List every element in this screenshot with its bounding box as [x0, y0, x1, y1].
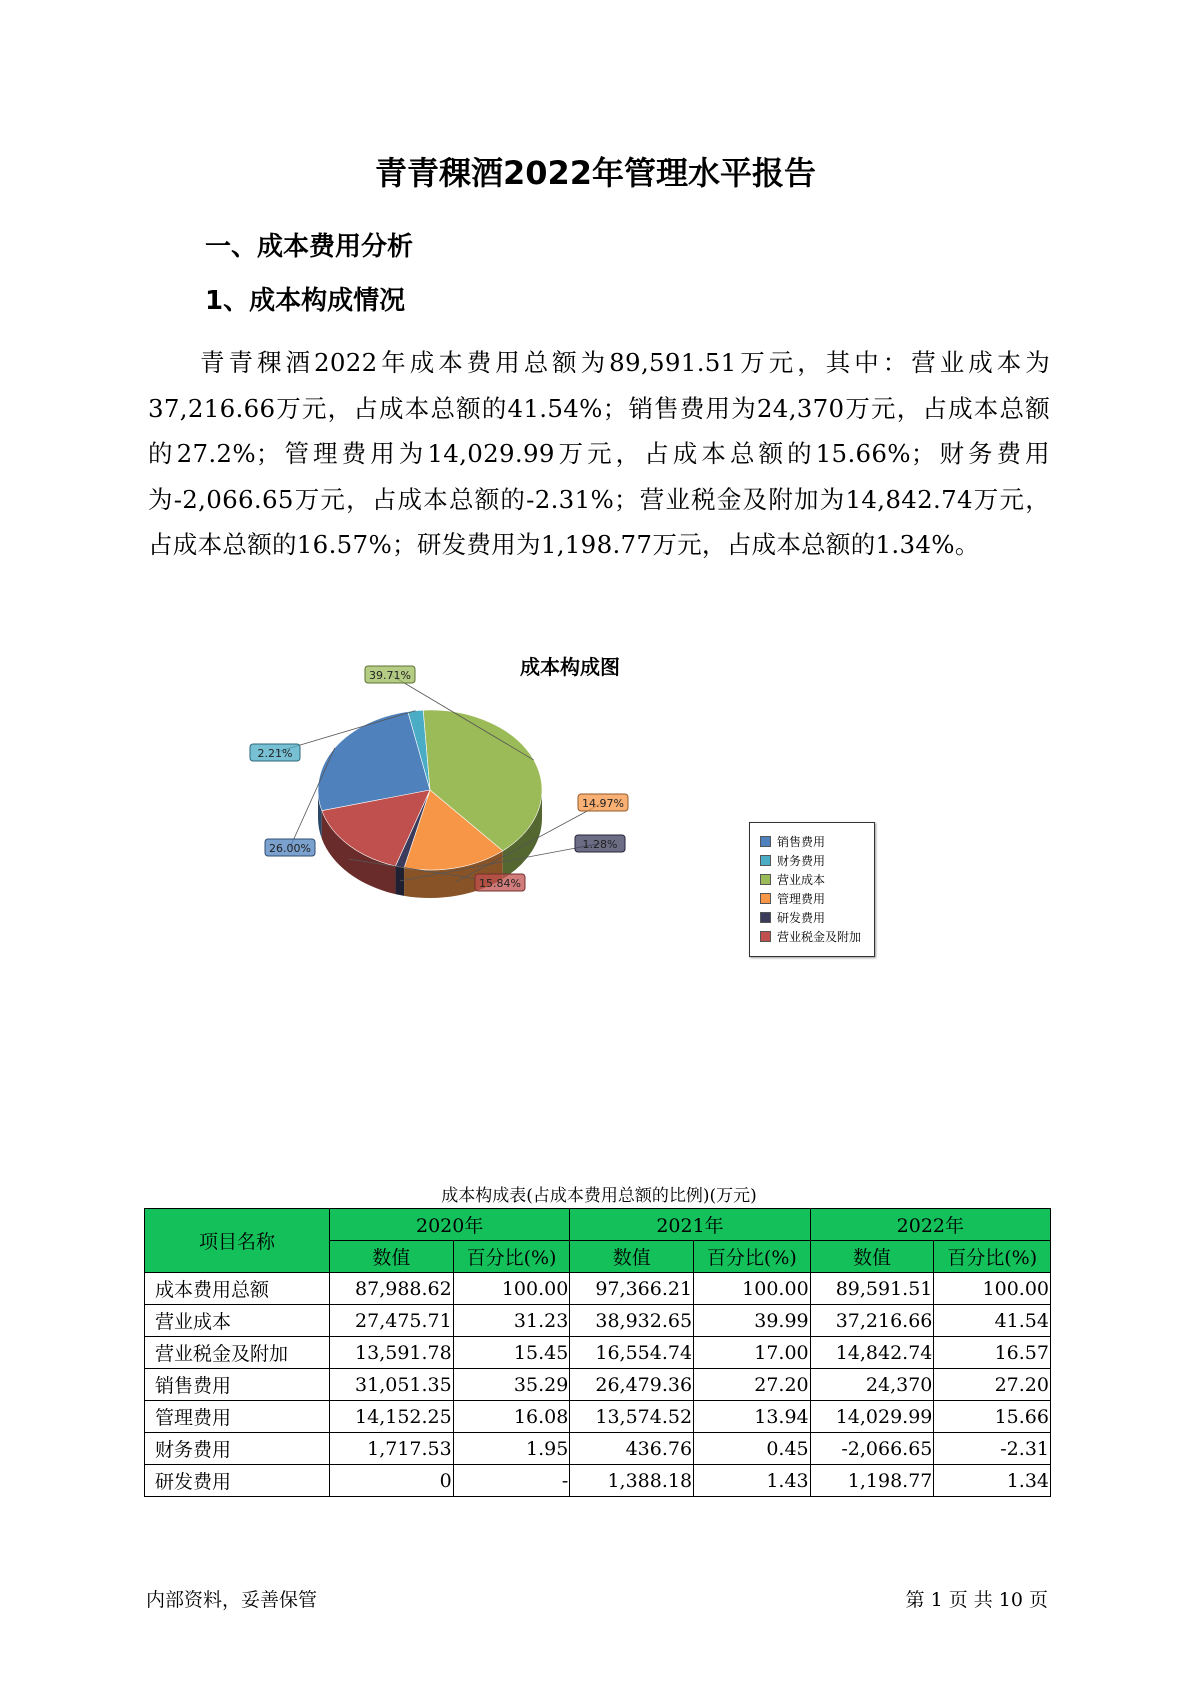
- data-label: 15.84%: [479, 877, 521, 890]
- legend-swatch: [760, 893, 771, 904]
- cell-value: -2,066.65: [810, 1433, 934, 1465]
- cell-value: 26,479.36: [570, 1369, 694, 1401]
- table-caption: 成本构成表(占成本费用总额的比例)(万元): [441, 1186, 757, 1206]
- legend-label: 营业成本: [777, 873, 826, 887]
- cell-percent: 100.00: [694, 1273, 811, 1305]
- row-label: 管理费用: [145, 1401, 330, 1433]
- cell-percent: 31.23: [453, 1305, 570, 1337]
- row-label: 财务费用: [145, 1433, 330, 1465]
- legend-swatch: [760, 931, 771, 942]
- cost-table: [144, 1208, 1051, 1497]
- header-percent: 百分比(%): [694, 1241, 811, 1273]
- page-title: 青青稞酒2022年管理水平报告: [374, 154, 817, 192]
- data-label: 39.71%: [369, 669, 411, 682]
- header-year-2021: 2021年: [570, 1209, 810, 1241]
- cell-value: 13,591.78: [330, 1337, 454, 1369]
- legend-label: 销售费用: [777, 835, 826, 849]
- data-label: 1.28%: [582, 838, 618, 851]
- cell-value: 0: [330, 1465, 454, 1497]
- cell-value: 1,388.18: [570, 1465, 694, 1497]
- legend-item: [750, 908, 874, 927]
- cell-value: 14,842.74: [810, 1337, 934, 1369]
- cell-percent: 1.43: [694, 1465, 811, 1497]
- cell-value: 97,366.21: [570, 1273, 694, 1305]
- cell-value: 436.76: [570, 1433, 694, 1465]
- row-label: 销售费用: [145, 1369, 330, 1401]
- cell-percent: 17.00: [694, 1337, 811, 1369]
- table-row: [145, 1337, 1051, 1369]
- cell-percent: 41.54: [934, 1305, 1051, 1337]
- row-label: 营业税金及附加: [145, 1337, 330, 1369]
- header-year-2022: 2022年: [810, 1209, 1050, 1241]
- header-year-2020: 2020年: [330, 1209, 570, 1241]
- table-row: [145, 1433, 1051, 1465]
- summary-paragraph: 青青稞酒2022年成本费用总额为89,591.51万元，其中：营业成本为37,216.66万元，占成本总额的41.54%；销售费用为24,370万元，占成本总额的27.2%；管理费用为14,029.99万元，占成本总额的15.66%；财务费用为-2,066.65万元，占成本总额的-2.31%；营业税金及附加为14,842.74万元，占成本总额的16.57%；研发费用为1,198.77万元，占成本总额的1.34%。: [148, 348, 1050, 559]
- row-label: 营业成本: [145, 1305, 330, 1337]
- cell-percent: 16.08: [453, 1401, 570, 1433]
- cost-pie-chart: [220, 669, 640, 970]
- legend-label: 研发费用: [777, 911, 826, 925]
- header-value: 数值: [810, 1241, 934, 1273]
- cell-percent: 15.66: [934, 1401, 1051, 1433]
- table-row: [145, 1369, 1051, 1401]
- table-row: [145, 1401, 1051, 1433]
- cell-value: 38,932.65: [570, 1305, 694, 1337]
- cell-percent: 35.29: [453, 1369, 570, 1401]
- cell-percent: 16.57: [934, 1337, 1051, 1369]
- row-label: 研发费用: [145, 1465, 330, 1497]
- table-row: [145, 1305, 1051, 1337]
- header-percent: 百分比(%): [934, 1241, 1051, 1273]
- cell-value: 27,475.71: [330, 1305, 454, 1337]
- row-label: 成本费用总额: [145, 1273, 330, 1305]
- cell-value: 31,051.35: [330, 1369, 454, 1401]
- header-value: 数值: [330, 1241, 454, 1273]
- data-label: 14.97%: [582, 797, 624, 810]
- footer-page-number: 第 1 页 共 10 页: [905, 1589, 1048, 1611]
- cell-percent: 100.00: [934, 1273, 1051, 1305]
- section-heading: 一、成本费用分析: [205, 232, 414, 262]
- chart-legend: [749, 822, 875, 957]
- table-row: [145, 1273, 1051, 1305]
- cell-percent: 1.95: [453, 1433, 570, 1465]
- table-row: [145, 1465, 1051, 1497]
- data-label: 2.21%: [257, 747, 293, 760]
- cell-value: 1,717.53: [330, 1433, 454, 1465]
- cell-value: 37,216.66: [810, 1305, 934, 1337]
- legend-item: [750, 889, 874, 908]
- cell-value: 89,591.51: [810, 1273, 934, 1305]
- cell-percent: 27.20: [934, 1369, 1051, 1401]
- legend-label: 财务费用: [777, 854, 826, 868]
- legend-swatch: [760, 912, 771, 923]
- cell-value: 14,152.25: [330, 1401, 454, 1433]
- legend-item: [750, 870, 874, 889]
- footer-confidential: 内部资料，妥善保管: [146, 1589, 318, 1611]
- cell-value: 14,029.99: [810, 1401, 934, 1433]
- cell-value: 24,370: [810, 1369, 934, 1401]
- legend-swatch: [760, 836, 771, 847]
- cell-percent: -: [453, 1465, 570, 1497]
- cell-percent: 15.45: [453, 1337, 570, 1369]
- header-value: 数值: [570, 1241, 694, 1273]
- legend-item: [750, 927, 874, 946]
- cell-percent: 100.00: [453, 1273, 570, 1305]
- legend-label: 管理费用: [777, 892, 826, 906]
- legend-swatch: [760, 874, 771, 885]
- legend-item: [750, 832, 874, 851]
- cell-value: 16,554.74: [570, 1337, 694, 1369]
- cell-percent: 1.34: [934, 1465, 1051, 1497]
- cell-percent: -2.31: [934, 1433, 1051, 1465]
- chart-title: 成本构成图: [520, 655, 620, 679]
- cell-value: 87,988.62: [330, 1273, 454, 1305]
- cell-percent: 0.45: [694, 1433, 811, 1465]
- legend-item: [750, 851, 874, 870]
- header-item-name: 项目名称: [145, 1209, 330, 1273]
- data-label: 26.00%: [269, 842, 311, 855]
- legend-label: 营业税金及附加: [777, 930, 862, 944]
- cell-percent: 27.20: [694, 1369, 811, 1401]
- legend-swatch: [760, 855, 771, 866]
- subsection-heading: 1、成本构成情况: [205, 286, 406, 316]
- header-percent: 百分比(%): [453, 1241, 570, 1273]
- cell-percent: 13.94: [694, 1401, 811, 1433]
- cell-percent: 39.99: [694, 1305, 811, 1337]
- cell-value: 13,574.52: [570, 1401, 694, 1433]
- cell-value: 1,198.77: [810, 1465, 934, 1497]
